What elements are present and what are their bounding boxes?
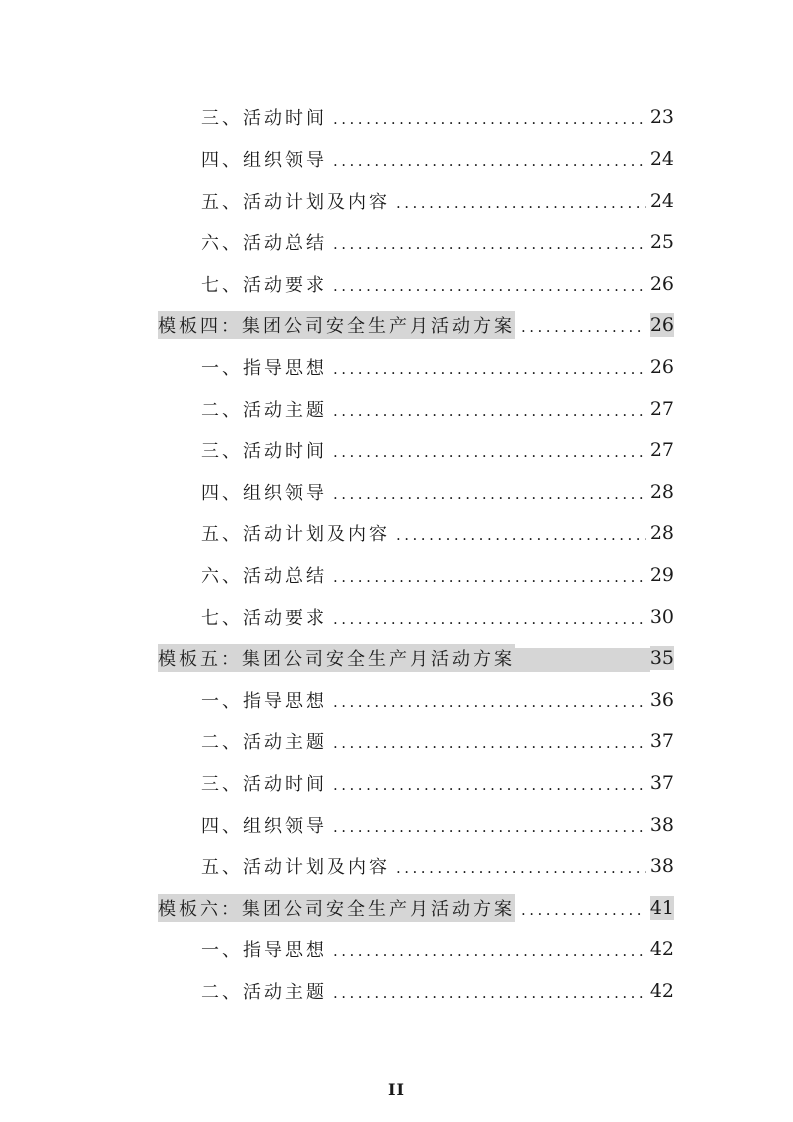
- toc-entry[interactable]: [201, 395, 674, 423]
- toc-entry-label: 三、活动时间: [201, 441, 327, 462]
- toc-entry-page: 24: [649, 190, 674, 212]
- toc-leader-dots: [333, 818, 646, 836]
- toc-leader-dots: [333, 277, 646, 295]
- toc-entry-page: 28: [649, 481, 674, 503]
- toc-section-entry[interactable]: [158, 644, 674, 672]
- toc-entry[interactable]: [201, 603, 674, 631]
- toc-entry[interactable]: [201, 811, 674, 839]
- toc-entry-label: 三、活动时间: [201, 774, 327, 795]
- toc-entry-page: 27: [649, 398, 674, 420]
- toc-entry[interactable]: [201, 228, 674, 256]
- toc-entry-page: 38: [649, 855, 674, 877]
- toc-entry-page: 28: [649, 522, 674, 544]
- toc-entry-label: 七、活动要求: [201, 608, 327, 629]
- toc-leader-dots: [333, 152, 646, 170]
- toc-leader-dots: [333, 443, 646, 461]
- toc-entry-label: 模板六：集团公司安全生产月活动方案: [158, 894, 515, 922]
- toc-entry-page: 23: [649, 106, 674, 128]
- toc-entry[interactable]: [201, 519, 674, 547]
- toc-entry[interactable]: [201, 686, 674, 714]
- toc-entry[interactable]: [201, 727, 674, 755]
- toc-entry[interactable]: [201, 187, 674, 215]
- toc-entry-label: 六、活动总结: [201, 566, 327, 587]
- toc-entry-page: 27: [649, 439, 674, 461]
- toc-entry-label: 四、组织领导: [201, 483, 327, 504]
- toc-leader-dots: [333, 776, 646, 794]
- toc-entry[interactable]: [201, 935, 674, 963]
- toc-entry-page: 36: [649, 689, 674, 711]
- toc-entry[interactable]: [201, 977, 674, 1005]
- toc-entry-label: 模板四：集团公司安全生产月活动方案: [158, 311, 515, 339]
- toc-entry-label: 模板五：集团公司安全生产月活动方案: [158, 644, 515, 672]
- toc-entry-label: 三、活动时间: [201, 108, 327, 129]
- toc-entry-label: 五、活动计划及内容: [201, 192, 390, 213]
- toc-entry-page: 35: [649, 647, 674, 669]
- toc-entry-label: 二、活动主题: [201, 982, 327, 1003]
- toc-leader-dots: [333, 568, 646, 586]
- toc-leader-dots: [333, 235, 646, 253]
- toc-leader-dots: [396, 526, 646, 544]
- toc-entry-label: 四、组织领导: [201, 150, 327, 171]
- toc-leader-dots: [333, 402, 646, 420]
- toc-entry[interactable]: [201, 103, 674, 131]
- toc-entry[interactable]: [201, 436, 674, 464]
- toc-entry-label: 六、活动总结: [201, 233, 327, 254]
- toc-section-entry[interactable]: [158, 894, 674, 922]
- toc-entry-label: 二、活动主题: [201, 400, 327, 421]
- toc-entry-page: 24: [649, 148, 674, 170]
- toc-leader-dots: [333, 693, 646, 711]
- page-number: II: [388, 1080, 405, 1099]
- toc-entry-page: 38: [649, 814, 674, 836]
- toc-entry-label: 二、活动主题: [201, 732, 327, 753]
- toc-section-entry[interactable]: [158, 311, 674, 339]
- toc-entry-label: 一、指导思想: [201, 691, 327, 712]
- toc-entry-page: 42: [649, 980, 674, 1002]
- toc-entry-label: 五、活动计划及内容: [201, 524, 390, 545]
- toc-leader-highlight: [515, 648, 650, 672]
- toc-leader-dots: [521, 318, 646, 336]
- toc-entry-page: 30: [649, 606, 674, 628]
- toc-entry[interactable]: [201, 270, 674, 298]
- toc-entry-label: 五、活动计划及内容: [201, 857, 390, 878]
- toc-entry-page: 25: [649, 231, 674, 253]
- toc-entry-page: 29: [649, 564, 674, 586]
- toc-entry[interactable]: [201, 769, 674, 797]
- toc-entry-label: 一、指导思想: [201, 358, 327, 379]
- toc-leader-dots: [333, 984, 646, 1002]
- toc-entry[interactable]: [201, 561, 674, 589]
- toc-entry-label: 一、指导思想: [201, 940, 327, 961]
- toc-entry-page: 37: [649, 730, 674, 752]
- toc-entry-page: 42: [649, 938, 674, 960]
- toc-entry[interactable]: [201, 478, 674, 506]
- toc-leader-dots: [396, 194, 646, 212]
- toc-entry-label: 四、组织领导: [201, 816, 327, 837]
- toc-leader-dots: [333, 610, 646, 628]
- toc-leader-dots: [333, 360, 646, 378]
- toc-entry[interactable]: [201, 852, 674, 880]
- toc-leader-dots: [521, 901, 646, 919]
- toc-entry-page: 37: [649, 772, 674, 794]
- toc-entry-label: 七、活动要求: [201, 275, 327, 296]
- toc-entry-page: 41: [649, 897, 674, 919]
- toc-entry-page: 26: [649, 314, 674, 336]
- toc-entry-page: 26: [649, 356, 674, 378]
- toc-entry-page: 26: [649, 273, 674, 295]
- toc-leader-dots: [333, 734, 646, 752]
- toc-entry[interactable]: [201, 145, 674, 173]
- toc-entry[interactable]: [201, 353, 674, 381]
- toc-leader-dots: [396, 859, 646, 877]
- toc-leader-dots: [333, 485, 646, 503]
- toc-leader-dots: [333, 110, 646, 128]
- toc-leader-dots: [333, 942, 646, 960]
